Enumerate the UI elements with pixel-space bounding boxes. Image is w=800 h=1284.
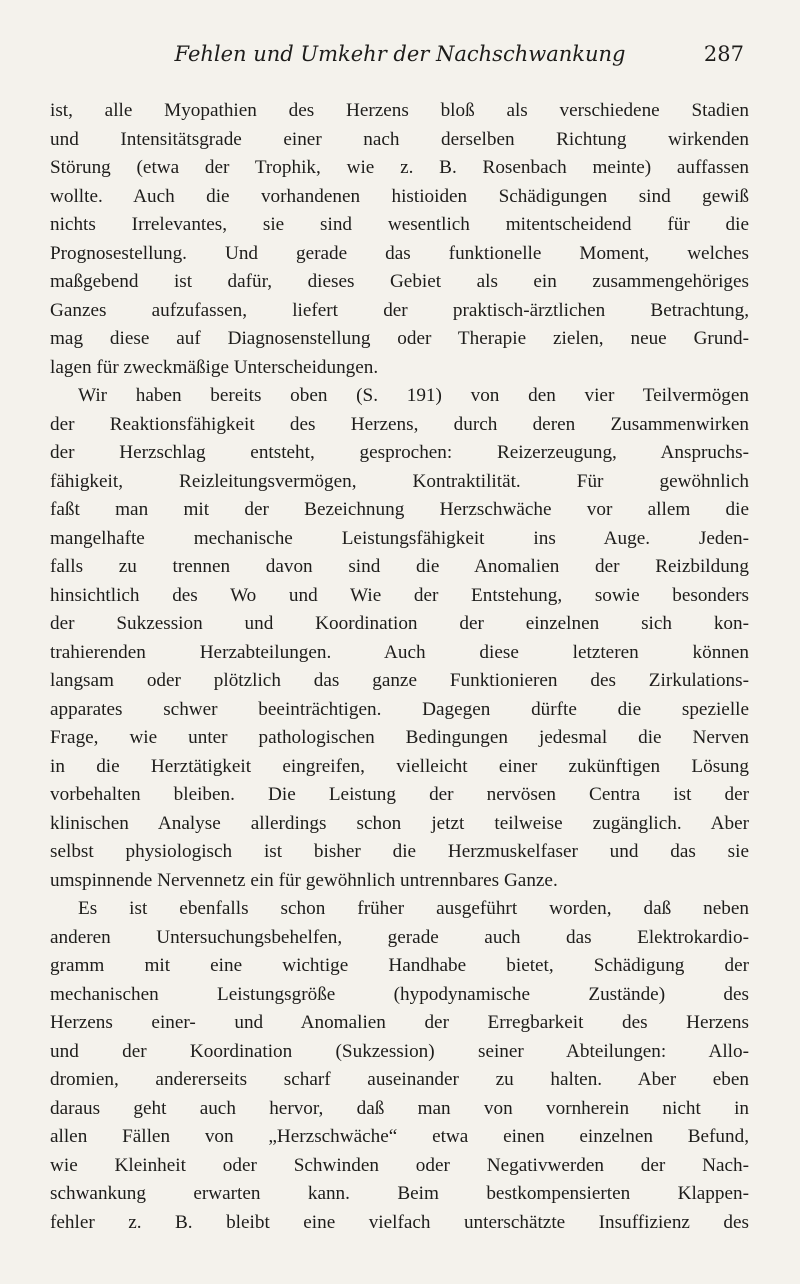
text-line: und Intensitätsgrade einer nach derselben Richtung wirkenden <box>50 128 749 150</box>
text-line: wollte. Auch die vorhandenen histioiden Schädigungen sind gewiß <box>50 185 749 207</box>
text-line: lagen für zweckmäßige Unterscheidungen. <box>50 356 379 378</box>
text-line: der Sukzession und Koordination der einzelnen sich kon- <box>50 613 749 634</box>
text-line: trahierenden Herzabteilungen. Auch diese letzteren können <box>50 641 749 663</box>
text-line: langsam oder plötzlich das ganze Funktionieren des Zirkulations- <box>50 670 749 691</box>
text-line: faßt man mit der Bezeichnung Herzschwäche vor allem die <box>50 499 749 520</box>
text-line: umspinnende Nervennetz ein für gewöhnlich untrennbares Ganze. <box>50 869 558 891</box>
text-line: anderen Untersuchungsbehelfen, gerade auch das Elektrokardio- <box>50 926 749 948</box>
text-line: der Herzschlag entsteht, gesprochen: Reizerzeugung, Anspruchs- <box>50 442 749 463</box>
text-line: wie Kleinheit oder Schwinden oder Negativwerden der Nach- <box>50 1154 749 1176</box>
text-line: gramm mit eine wichtige Handhabe bietet, Schädigung der <box>50 955 749 976</box>
text-line: selbst physiologisch ist bisher die Herzmuskelfaser und das sie <box>50 841 749 862</box>
text-line: allen Fällen von „Herzschwäche“ etwa einen einzelnen Befund, <box>50 1126 749 1147</box>
text-line: nichts Irrelevantes, sie sind wesentlich mitentscheidend für die <box>50 214 749 235</box>
text-line: daraus geht auch hervor, daß man von vornherein nicht in <box>50 1097 749 1119</box>
text-line: Prognosestellung. Und gerade das funktionelle Moment, welches <box>50 242 749 264</box>
text-line: Wir haben bereits oben (S. 191) von den vier Teilvermögen <box>78 385 749 406</box>
text-line: mag diese auf Diagnosenstellung oder Therapie zielen, neue Grund- <box>50 328 749 349</box>
text-line: vorbehalten bleiben. Die Leistung der nervösen Centra ist der <box>50 784 749 805</box>
text-line: mechanischen Leistungsgröße (hypodynamische Zustände) des <box>50 983 749 1005</box>
text-line: und der Koordination (Sukzession) seiner Abteilungen: Allo- <box>50 1040 749 1062</box>
text-line: Herzens einer- und Anomalien der Erregbarkeit des Herzens <box>50 1012 749 1033</box>
page-number: 287 <box>703 42 744 66</box>
page-header <box>0 42 800 82</box>
text-line: mangelhafte mechanische Leistungsfähigkeit ins Auge. Jeden- <box>50 527 749 549</box>
text-line: in die Herztätigkeit eingreifen, vielleicht einer zukünftigen Lösung <box>50 755 749 777</box>
text-line: Störung (etwa der Trophik, wie z. B. Rosenbach meinte) auffassen <box>50 157 749 178</box>
text-line: klinischen Analyse allerdings schon jetzt teilweise zugänglich. Aber <box>50 812 749 834</box>
text-line: Frage, wie unter pathologischen Bedingungen jedesmal die Nerven <box>50 727 749 748</box>
text-line: dromien, andererseits scharf auseinander zu halten. Aber eben <box>50 1069 749 1090</box>
text-line: der Reaktionsfähigkeit des Herzens, durch deren Zusammenwirken <box>50 413 749 435</box>
text-line: hinsichtlich des Wo und Wie der Entstehung, sowie besonders <box>50 584 749 606</box>
text-line: maßgebend ist dafür, dieses Gebiet als ein zusammengehöriges <box>50 271 749 292</box>
text-line: Ganzes aufzufassen, liefert der praktisch-ärztlichen Betrachtung, <box>50 299 749 321</box>
body-text <box>50 97 749 1237</box>
text-line: schwankung erwarten kann. Beim bestkompensierten Klappen- <box>50 1183 749 1204</box>
text-line: fähigkeit, Reizleitungsvermögen, Kontraktilität. Für gewöhnlich <box>50 470 749 492</box>
text-line: apparates schwer beeinträchtigen. Dagegen dürfte die spezielle <box>50 698 749 720</box>
running-title: Fehlen und Umkehr der Nachschwankung <box>174 42 626 66</box>
text-line: Es ist ebenfalls schon früher ausgeführt worden, daß neben <box>78 898 749 919</box>
text-line: fehler z. B. bleibt eine vielfach unterschätzte Insuffizienz des <box>50 1211 749 1233</box>
text-line: falls zu trennen davon sind die Anomalien der Reizbildung <box>50 556 749 577</box>
text-line: ist, alle Myopathien des Herzens bloß als verschiedene Stadien <box>50 100 749 121</box>
